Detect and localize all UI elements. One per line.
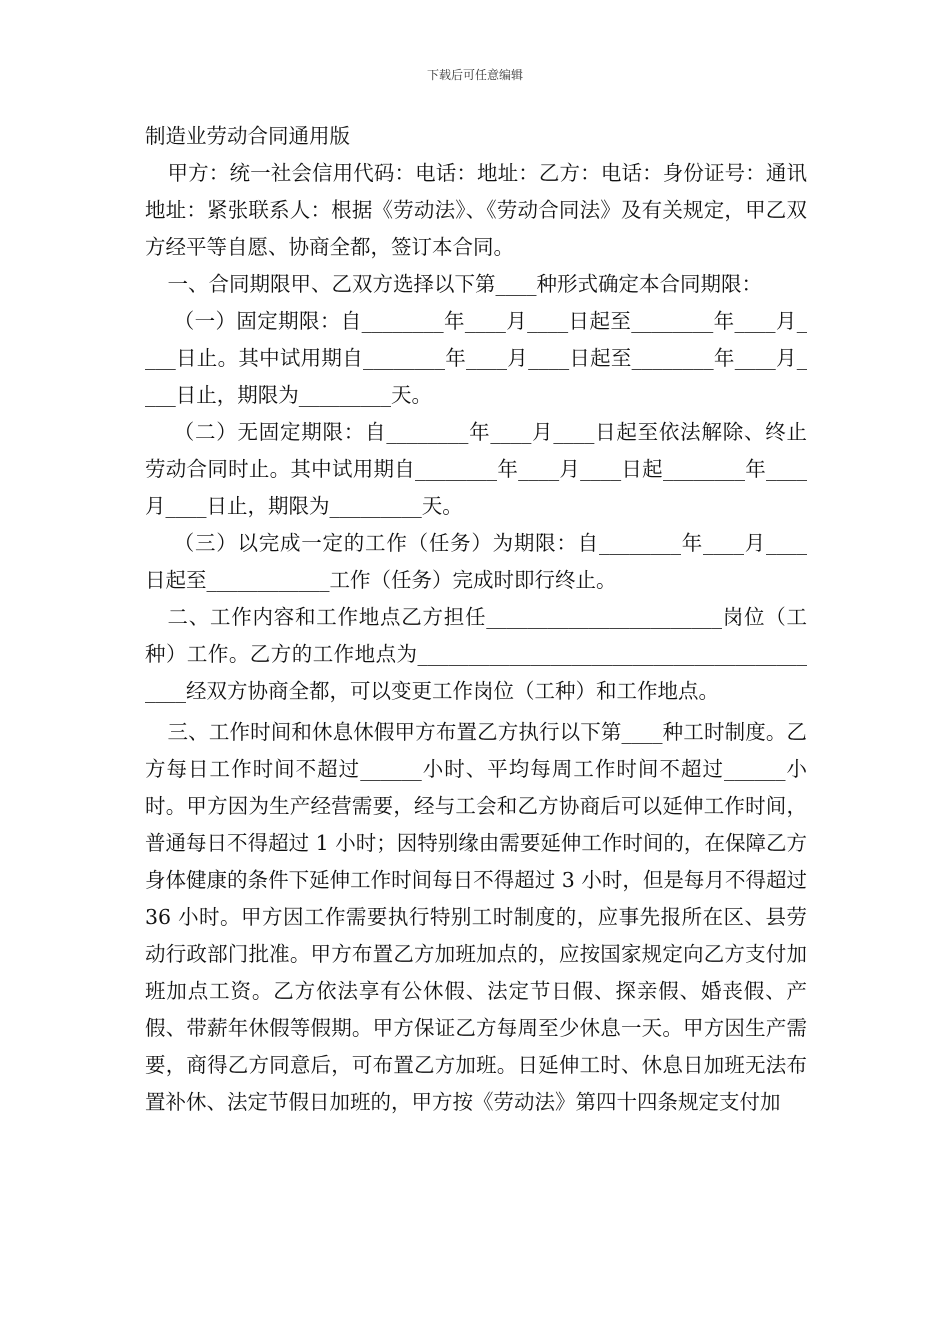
paragraph-open-term: （二）无固定期限：自________年____月____日起至依法解除、终止劳动合同时止。其中试用期自________年____月____日起________年____月____日止，期限为_________天。 — [145, 420, 807, 518]
paragraph-task-term: （三）以完成一定的工作（任务）为期限：自________年____月____日起至____________工作（任务）完成时即行终止。 — [145, 531, 807, 592]
paragraph-work-hours: 三、工作时间和休息休假甲方布置乙方执行以下第____种工时制度。乙方每日工作时间不超过______小时、平均每周工作时间不超过______小时。甲方因为生产经营需要，经与工会和乙方协商后可以延伸工作时间，普通每日不得超过 1 小时；因特别缘由需要延伸工作时间的，在保障乙方身体健康的条件下延伸工作时间每日不得超过 3 小时，但是每月不得超过 36 小时。甲方因工作需要执行特别工时制度的，应事先报所在区、县劳动行政部门批准。甲方布置乙方加班加点的，应按国家规定向乙方支付加班加点工资。乙方依法享有公休假、法定节日假、探亲假、婚丧假、产假、带薪年休假等假期。甲方保证乙方每周至少休息一天。甲方因生产需要，商得乙方同意后，可布置乙方加班。日延伸工时、休息日加班无法布置补休、法定节假日加班的，甲方按《劳动法》第四十四条规定支付加 — [145, 720, 807, 1114]
page-header-note: 下载后可任意编辑 — [426, 68, 523, 82]
paragraph-contract-term: 一、合同期限甲、乙双方选择以下第____种形式确定本合同期限： — [167, 272, 763, 296]
paragraph-parties: 甲方：统一社会信用代码：电话：地址：乙方：电话：身份证号：通讯地址：紧张联系人：根据《劳动法》、《劳动合同法》及有关规定，甲乙双方经平等自愿、协商全都，签订本合同。 — [145, 161, 807, 259]
paragraph-fixed-term: （一）固定期限：自________年____月____日起至________年____月____日止。其中试用期自________年____月____日起至________年____月____日止，期限为_________天。 — [145, 309, 807, 407]
document-title: 制造业劳动合同通用版 — [145, 124, 350, 148]
paragraph-work-content: 二、工作内容和工作地点乙方担任_______________________岗位（工种）工作。乙方的工作地点为__________________________________________经双方协商全都，可以变更工作岗位（工种）和工作地点。 — [145, 605, 807, 703]
document-body — [145, 118, 807, 1121]
